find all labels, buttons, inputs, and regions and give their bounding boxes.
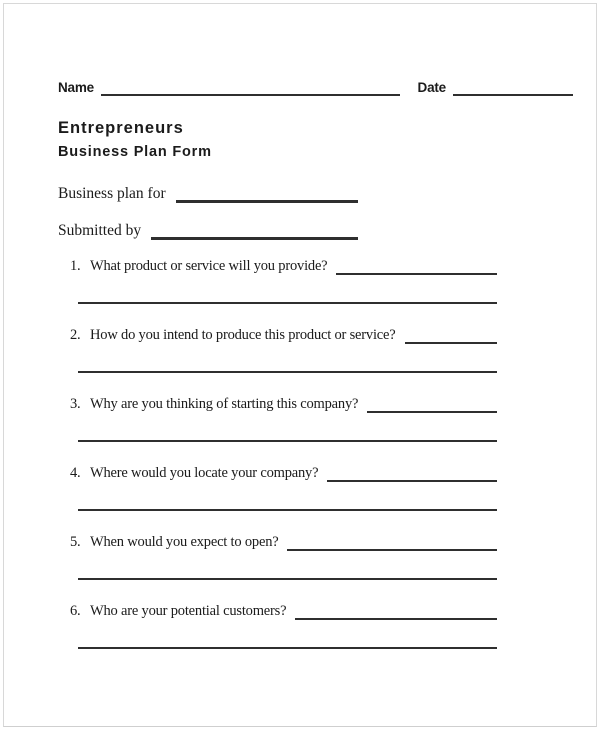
- question-answer-continuation-line[interactable]: [78, 509, 497, 511]
- question-number: 6.: [70, 603, 81, 619]
- question-number: 1.: [70, 258, 81, 274]
- question-row: [70, 602, 497, 620]
- question-answer-line[interactable]: [327, 470, 497, 482]
- business-plan-for-row: [58, 185, 358, 203]
- question-item: [70, 602, 497, 671]
- question-row: [70, 326, 497, 344]
- title-block: [58, 119, 212, 161]
- question-row: [70, 464, 497, 482]
- question-number: 4.: [70, 465, 81, 481]
- question-row: [70, 533, 497, 551]
- date-input-line[interactable]: [453, 81, 573, 96]
- form-subtitle: Business Plan Form: [58, 144, 212, 160]
- question-item: [70, 533, 497, 602]
- question-answer-line[interactable]: [295, 608, 497, 620]
- business-plan-for-input-line[interactable]: [176, 190, 358, 203]
- question-text: When would you expect to open?: [90, 534, 279, 550]
- date-label: Date: [417, 80, 446, 95]
- question-answer-line[interactable]: [405, 332, 497, 344]
- question-item: [70, 257, 497, 326]
- question-answer-continuation-line[interactable]: [78, 647, 497, 649]
- name-label: Name: [58, 80, 94, 95]
- question-answer-line[interactable]: [336, 263, 497, 275]
- name-input-line[interactable]: [101, 81, 400, 96]
- question-text: Who are your potential customers?: [90, 603, 287, 619]
- question-list: [70, 257, 497, 671]
- question-text: What product or service will you provide?: [90, 258, 328, 274]
- question-answer-continuation-line[interactable]: [78, 302, 497, 304]
- question-answer-continuation-line[interactable]: [78, 440, 497, 442]
- question-text: Where would you locate your company?: [90, 465, 319, 481]
- submitted-by-row: [58, 222, 358, 240]
- submitted-by-input-line[interactable]: [151, 227, 358, 240]
- question-item: [70, 464, 497, 533]
- submitted-by-label: Submitted by: [58, 222, 142, 239]
- form-title: Entrepreneurs: [58, 119, 184, 137]
- question-number: 2.: [70, 327, 81, 343]
- question-text: Why are you thinking of starting this company?: [90, 396, 359, 412]
- question-answer-line[interactable]: [287, 539, 497, 551]
- question-item: [70, 326, 497, 395]
- question-text: How do you intend to produce this product or service?: [90, 327, 396, 343]
- question-row: [70, 395, 497, 413]
- question-answer-continuation-line[interactable]: [78, 371, 497, 373]
- question-number: 5.: [70, 534, 81, 550]
- name-date-row: [58, 79, 573, 96]
- business-plan-for-label: Business plan for: [58, 185, 166, 202]
- question-number: 3.: [70, 396, 81, 412]
- question-answer-line[interactable]: [367, 401, 497, 413]
- question-item: [70, 395, 497, 464]
- question-row: [70, 257, 497, 275]
- question-answer-continuation-line[interactable]: [78, 578, 497, 580]
